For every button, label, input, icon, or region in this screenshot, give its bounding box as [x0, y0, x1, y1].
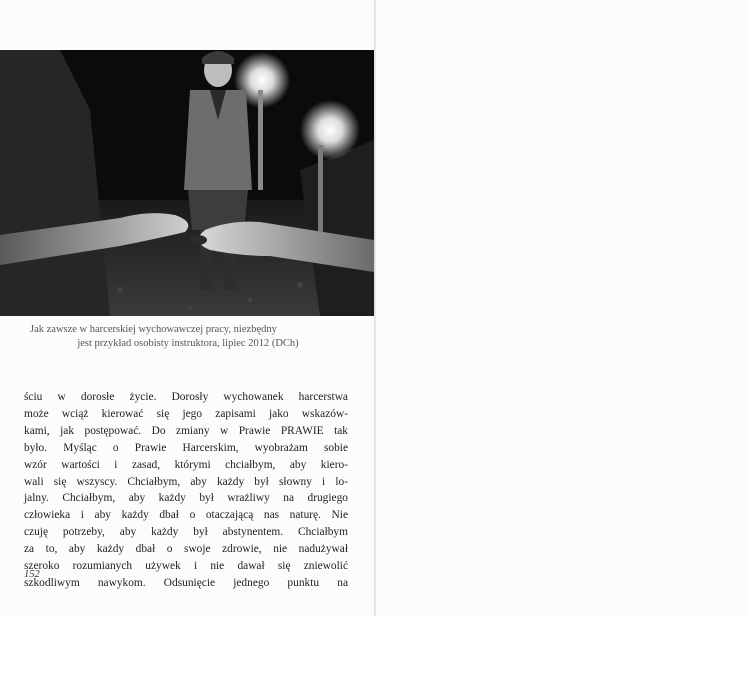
page-number-left: 152: [24, 569, 40, 580]
right-page: [376, 0, 750, 616]
text-line: człowieka i aby każdy dbał o otaczającą nas naturę. Nie: [24, 509, 348, 522]
photograph: [0, 50, 374, 316]
text-line: czuję potrzeby, aby każdy był abstynentem. Chciałbym: [24, 526, 348, 539]
scout-torch-ceremony-photo: [0, 50, 374, 316]
text-line: było. Myśląc o Prawie Harcerskim, wyobrażam sobie: [24, 441, 348, 454]
left-page: [0, 0, 374, 616]
text-line: szeroko rozumianych używek i nie dawał się zniewolić: [24, 560, 348, 573]
caption-line: Jak zawsze w harcerskiej wychowawczej pracy, niezbędny: [30, 324, 277, 335]
text-line: jalny. Chciałbym, aby każdy był wrażliwy na drugiego: [24, 492, 348, 505]
photo-caption: [30, 323, 346, 351]
text-line: ściu w dorosłe życie. Dorosły wychowanek harcerstwa: [24, 391, 348, 403]
text-line: za to, aby każdy dbał o swoje zdrowie, nie nadużywał: [24, 543, 348, 556]
text-line: wzór wartości i zasad, którymi chciałbym, aby kiero-: [24, 458, 348, 471]
text-line: szkodliwym nawykom. Odsunięcie jednego punktu na: [24, 576, 348, 589]
text-line: może wciąż kierować się jego zapisami jako wskazów-: [24, 407, 348, 420]
text-line: wali się wszyscy. Chciałbym, aby każdy był słowny i lo-: [24, 475, 348, 488]
caption-line: jest przykład osobisty instruktora, lipiec 2012 (DCh): [77, 338, 299, 349]
text-line: kami, jak postępować. Do zmiany w Prawie PRAWIE tak: [24, 424, 348, 437]
left-body-text: [24, 389, 348, 592]
